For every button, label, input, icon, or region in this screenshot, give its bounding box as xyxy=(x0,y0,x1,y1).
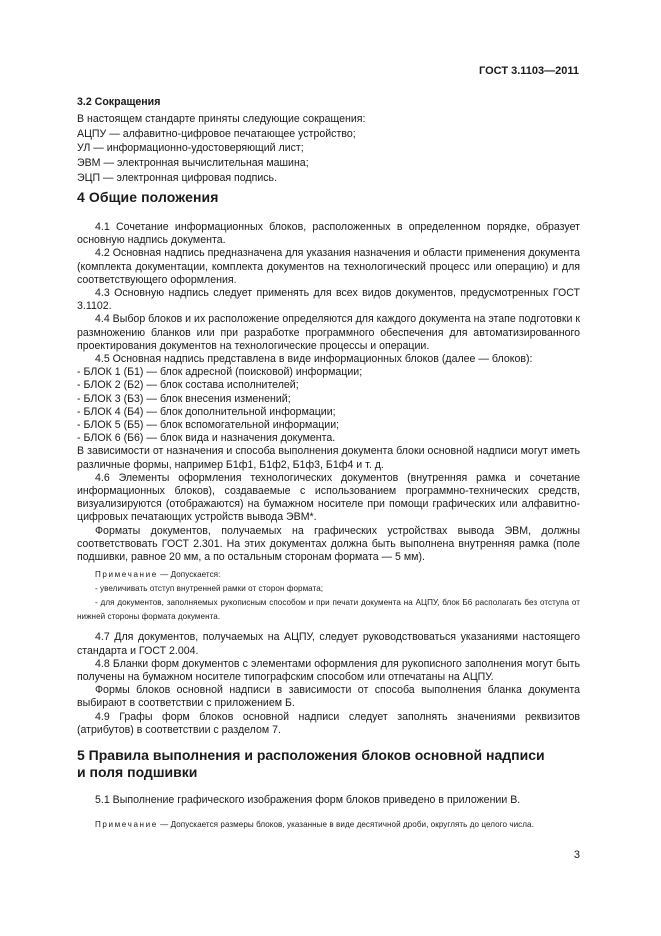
note-label: Примечание xyxy=(95,570,158,580)
paragraph-4-2: 4.2 Основная надпись предназначена для указания назначения и области применения документа (комплекта документации, комплекта документов на технологический процесс или операцию) и для соответствующего оформления. xyxy=(77,247,580,286)
block-item: - БЛОК 1 (Б1) — блок адресной (поисковой) информации; xyxy=(77,366,363,379)
note-text: — Допускается размеры блоков, указанные в виде десятичной дроби, округлять до целого числа. xyxy=(157,820,534,830)
abbreviation-item: ЭЦП — электронная цифровая подпись. xyxy=(77,171,278,184)
section-3-2-title: 3.2 Сокращения xyxy=(77,96,161,108)
block-item: - БЛОК 3 (Б3) — блок внесения изменений; xyxy=(77,392,291,405)
paragraph-5-1: 5.1 Выполнение графического изображения форм блоков приведено в приложении В. xyxy=(95,794,521,806)
note-5-1 xyxy=(77,818,580,832)
section-5-title xyxy=(77,747,580,781)
note-item: - увеличивать отступ внутренней рамки от сторон формата; xyxy=(95,584,324,594)
block-item: - БЛОК 6 (Б6) — блок вида и назначения документа. xyxy=(77,432,336,445)
abbreviations-list xyxy=(77,112,580,186)
paragraph-4-6: 4.6 Элементы оформления технологических документов (внутренняя рамка и сочетание информационных блоков), создаваемые с использованием программно-технических средств, визуализируются (отображаются) на бумажном носителе при помощи графических или алфавитно-цифровых печатающих устройств вывода ЭВМ*. xyxy=(77,471,580,524)
section-5-title-line1: 5 Правила выполнения и расположения блоков основной надписи xyxy=(77,747,545,763)
paragraph-4-5: 4.5 Основная надпись представлена в виде информационных блоков (далее — блоков): xyxy=(95,353,533,366)
paragraph-4-3: 4.3 Основную надпись следует применять для всех видов документов, предусмотренных ГОСТ 3.1102. xyxy=(77,287,580,313)
abbreviation-item: АЦПУ — алфавитно-цифровое печатающее устройство; xyxy=(77,127,356,140)
block-item: - БЛОК 5 (Б5) — блок вспомогательной информации; xyxy=(77,419,340,432)
note-4-6 xyxy=(77,568,580,623)
note-item: - для документов, заполняемых рукописным способом и при печати документа на АЦПУ, блок Б6 располагать без отступа от нижней стороны формата документа. xyxy=(77,597,580,621)
abbreviation-item: ЭВМ — электронная вычислительная машина; xyxy=(77,157,309,170)
section-4-body xyxy=(77,221,580,737)
paragraph-4-4: 4.4 Выбор блоков и их расположение определяются для каждого документа на этапе подготовки к размножению бланков или при разработке программного обеспечения для автоматизированного проектирования документов на технологические процессы и операции. xyxy=(77,313,580,352)
paragraph-4-8: 4.8 Бланки форм документов с элементами оформления для рукописного заполнения могут быть получены на бумажном носителе типографским способом или отпечатаны на АЦПУ. xyxy=(77,657,580,684)
abbreviations-intro: В настоящем стандарте приняты следующие сокращения: xyxy=(77,113,366,125)
paragraph-4-8b: Формы блоков основной надписи в зависимости от способа выполнения бланка документа выбирают в соответствии с приложением Б. xyxy=(77,684,580,710)
block-item: - БЛОК 4 (Б4) — блок дополнительной информации; xyxy=(77,405,336,418)
paragraph-4-5b: В зависимости от назначения и способа выполнения документа блоки основной надписи могут иметь различные формы, например Б1ф1, Б1ф2, Б1ф3, Б1ф4 и т. д. xyxy=(77,445,580,471)
block-item: - БЛОК 2 (Б2) — блок состава исполнителей; xyxy=(77,379,299,392)
section-5-title-line2: и поля подшивки xyxy=(77,764,198,780)
paragraph-4-9: 4.9 Графы форм блоков основной надписи следует заполнять значениями реквизитов (атрибутов) в соответствии с разделом 7. xyxy=(77,710,580,736)
section-5-body xyxy=(77,794,580,832)
blocks-list xyxy=(77,366,580,445)
paragraph-4-6b: Форматы документов, получаемых на графических устройствах вывода ЭВМ, должны соответствовать ГОСТ 2.301. На этих документах должна быть выполнена внутренняя рамка (поле подшивки, равное 20 мм, а по остальным сторонам формата — 5 мм). xyxy=(77,524,580,564)
page-number: 3 xyxy=(573,849,580,861)
section-4-title: 4 Общие положения xyxy=(77,189,219,205)
abbreviation-item: УЛ — информационно-удостоверяющий лист; xyxy=(77,142,304,155)
paragraph-4-1: 4.1 Сочетание информационных блоков, расположенных в определенном порядке, образует основную надпись документа. xyxy=(77,221,580,247)
note-text: — Допускается: xyxy=(157,570,221,580)
standard-header: ГОСТ 3.1103—2011 xyxy=(479,65,579,77)
paragraph-4-7: 4.7 Для документов, получаемых на АЦПУ, следует руководствоваться указаниями настоящего стандарта и ГОСТ 2.004. xyxy=(77,631,580,657)
note-label: Примечание xyxy=(95,820,158,830)
